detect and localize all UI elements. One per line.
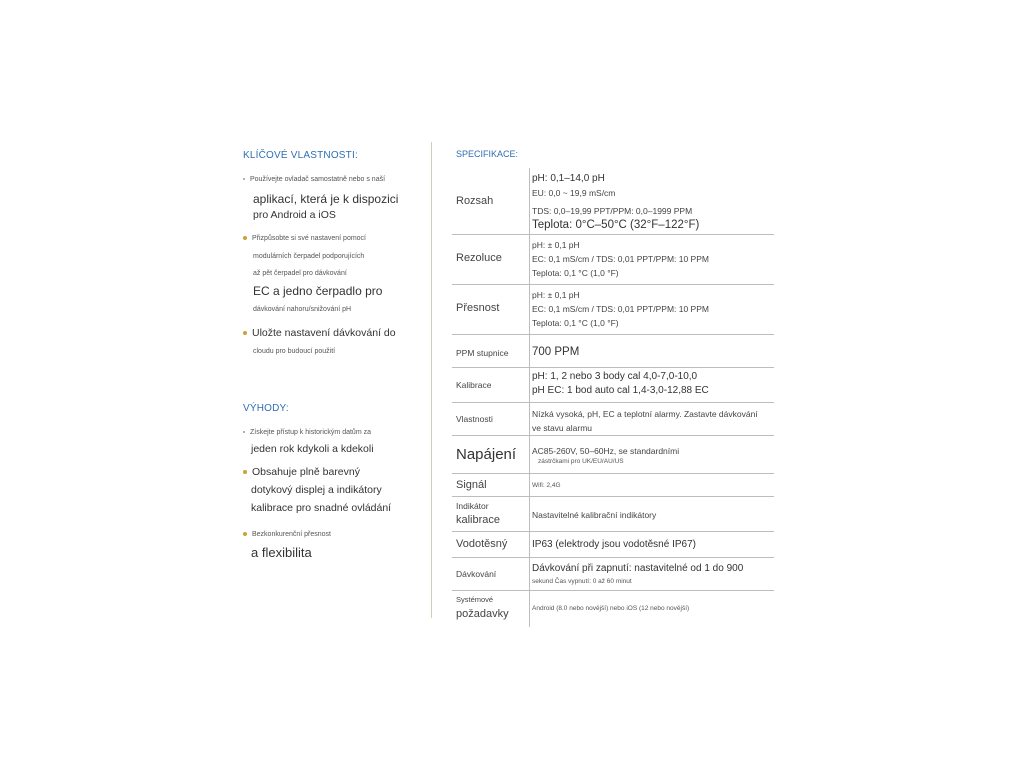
bullet-icon [243, 331, 247, 335]
table-row: Systémové požadavky Android (8.0 nebo novější) nebo iOS (12 nebo novější) [452, 591, 774, 627]
bullet-icon [243, 431, 245, 433]
table-row: Napájení AC85-260V, 50–60Hz, se standardními zástrčkami pro UK/EU/AU/US [452, 436, 774, 474]
bullet-icon [243, 178, 245, 180]
table-row: Vlastnosti Nízká vysoká, pH, EC a teplotní alarmy. Zastavte dávkování ve stavu alarmu [452, 403, 774, 436]
table-row: Kalibrace pH: 1, 2 nebo 3 body cal 4,0-7,0-10,0 pH EC: 1 bod auto cal 1,4-3,0-12,88 EC [452, 368, 774, 403]
column-divider [431, 142, 432, 618]
table-row: Signál Wifi: 2,4G [452, 474, 774, 497]
features-heading: KLÍČOVÉ VLASTNOSTI: [243, 150, 358, 161]
table-row: Přesnost pH: ± 0,1 pH EC: 0,1 mS/cm / TDS: 0,01 PPT/PPM: 10 PPM Teplota: 0,1 °C (1,0 °F) [452, 285, 774, 335]
table-row: Rezoluce pH: ± 0,1 pH EC: 0,1 mS/cm / TDS: 0,01 PPT/PPM: 10 PPM Teplota: 0,1 °C (1,0 °F) [452, 235, 774, 285]
table-row: PPM stupnice 700 PPM [452, 335, 774, 368]
specs-heading: SPECIFIKACE: [456, 149, 519, 159]
table-row: Indikátor kalibrace Nastavitelné kalibrační indikátory [452, 497, 774, 532]
table-row: Dávkování Dávkování při zapnutí: nastavitelné od 1 do 900 sekund Čas vypnutí: 0 až 60 minut [452, 558, 774, 591]
bullet-icon [243, 236, 247, 240]
benefits-heading: VÝHODY: [243, 403, 289, 414]
bullet-icon [243, 470, 247, 474]
bullet-icon [243, 532, 247, 536]
table-row: Rozsah pH: 0,1–14,0 pH EU: 0,0 ~ 19,9 mS/cm TDS: 0,0–19,99 PPT/PPM: 0,0–1999 PPM Teplota: 0°C–50°C (32°F–122°F) [452, 168, 774, 235]
table-row: Vodotěsný IP63 (elektrody jsou vodotěsné IP67) [452, 532, 774, 558]
specs-table [452, 168, 774, 627]
